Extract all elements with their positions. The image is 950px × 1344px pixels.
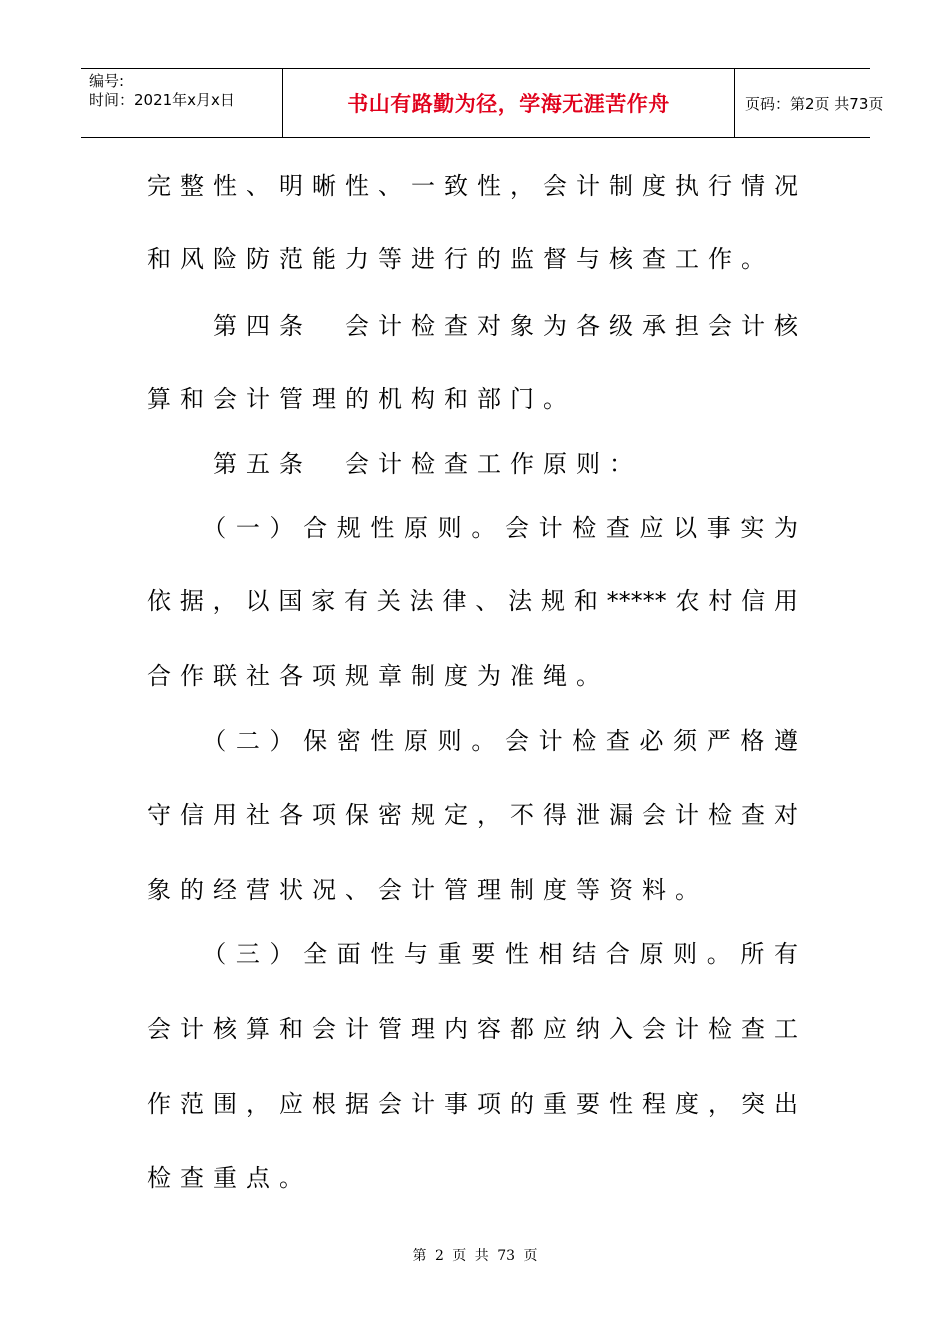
page-footer: 第 2 页 共 73 页 [412,1248,538,1264]
body-line: （三）全面性与重要性相结合原则。所有 [147,940,798,968]
body-line: 依据，以国家有关法律、法规和*****农村信用 [147,587,798,615]
body-line: 合作联社各项规章制度为准绳。 [147,662,609,690]
header-meta [81,69,282,137]
document-number-label: 编号: [89,72,125,90]
body-line: 第五条 会计检查工作原则： [147,450,642,478]
header-motto-cell [282,69,735,137]
page-header [81,68,884,138]
body-line: （二）保密性原则。会计检查必须严格遵 [147,727,798,755]
header-page-cell [735,69,884,137]
header-motto: 书山有路勤为径，学海无涯苦作舟 [347,92,670,116]
body-line: 检查重点。 [147,1164,312,1192]
body-line: 会计核算和会计管理内容都应纳入会计检查工 [147,1015,798,1043]
document-date: 时间：2021年x月x日 [89,91,235,109]
body-line: 完整性、明晰性、一致性，会计制度执行情况 [147,172,798,200]
body-line: 象的经营状况、会计管理制度等资料。 [147,876,708,904]
body-line: 守信用社各项保密规定，不得泄漏会计检查对 [147,801,798,829]
header-page-info: 页码：第2页 共73页 [745,94,884,113]
body-line: （一）合规性原则。会计检查应以事实为 [147,514,798,542]
body-line: 作范围，应根据会计事项的重要性程度，突出 [147,1090,798,1118]
body-line: 和风险防范能力等进行的监督与核查工作。 [147,245,774,273]
body-line: 算和会计管理的机构和部门。 [147,385,576,413]
body-line: 第四条 会计检查对象为各级承担会计核 [147,312,798,340]
